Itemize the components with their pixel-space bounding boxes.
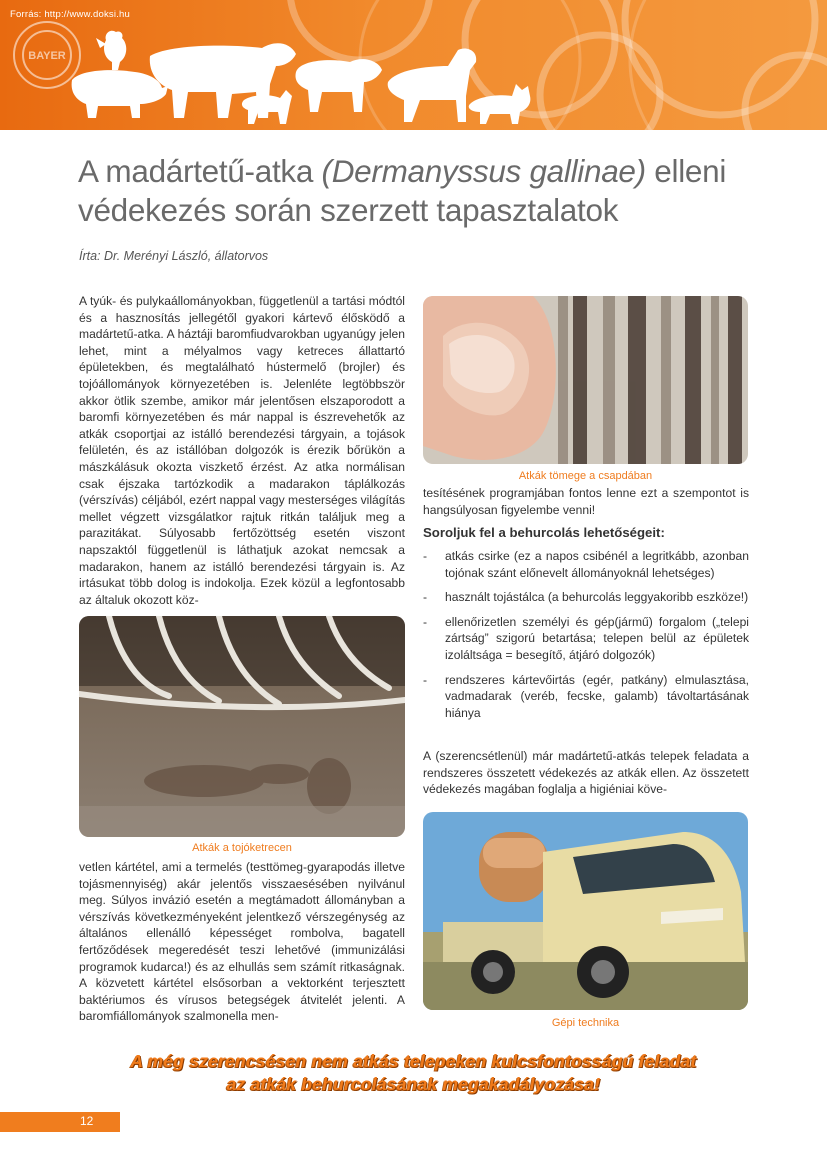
author-line: Írta: Dr. Merényi László, állatorvos bbox=[79, 249, 269, 263]
list-item: - ellenőrizetlen személyi és gép(jármű) forgalom („telepi zártság” szigorú betartása; telepen belül az épületek izoláltsága = besegítő, átjáró dolgozók) bbox=[423, 614, 749, 664]
article-title bbox=[78, 152, 758, 230]
caption-photo-cage: Atkák a tojóketrecen bbox=[192, 842, 292, 854]
list-item: - használt tojástálca (a behurcolás leggyakoribb eszköze!) bbox=[423, 589, 749, 606]
introduction-routes-list bbox=[423, 548, 749, 729]
highlight-callout bbox=[80, 1050, 747, 1096]
column2-paragraph2: A (szerencsétlenül) már madártetű-atkás telepek feladata a rendszeres összetett védekezés az atkák ellen. Az összetett védekezés magában foglalja a higiéniai köve- bbox=[423, 749, 749, 797]
source-note: Forrás: http://www.doksi.hu bbox=[10, 9, 130, 20]
title-part2: elleni védekezés során szerzett tapasztalatok bbox=[78, 153, 727, 228]
bayer-logo-text: BAYER bbox=[28, 50, 66, 62]
column1-paragraph1: A tyúk- és pulykaállományokban, függetlenül a tartási módtól és a hasznosítás jellegétől gyakori kártevő élősködő a madártetű-atka. A háztáji baromfiudvarokban ugyanúgy jelen lehet, mint a mélyalmos vagy ketreces állattartó épületekben, és megtalálható hústermelő (brojler) és tojóállományok környezetében is. Jelenléte legtöbbször akkor ötlik szembe, amikor már jelentősen elszaporodott a baromfi környezetében és már nappal is észrevehetők az atkák csoportjai az istálló berendezési tárgyain, a tojások felületén, és az istállóban dolgozók is érezik bőrükön a mászkálásuk okozta viszkető érzést. Az atka normálisan csak éjszaka tartózkodik a madarakon táplálkozás (vérszívás) céljából, ezért nappal vagy mesterséges világítás mellet végzett vizsgálatkor rajtuk ritkán találjuk meg a parazitákat. Súlyosabb fertőzöttség esetén viszont napszaktól függetlenül is láthatjuk azokat nemcsak a madarakon, hanem az istálló berendezési tárgyain is. Az irtásukat több dolog is indokolja. Ezek közül a legfontosabb az általuk okozott köz- bbox=[79, 294, 406, 607]
photo-machine-equipment bbox=[423, 812, 748, 1010]
title-part1: A madártetű-atka bbox=[78, 153, 322, 189]
list-item: - rendszeres kártevőirtás (egér, patkány) elmulasztása, vadmadarak (veréb, fecske, galamb) távoltartásának hiánya bbox=[423, 672, 749, 722]
column2-paragraph1: tesítésének programjában fontos lenne ezt a szempontot is hangsúlyosan figyelembe venni! bbox=[423, 486, 749, 517]
caption-photo-trap: Atkák tömege a csapdában bbox=[518, 470, 653, 482]
column1-paragraph2: vetlen kártétel, ami a termelés (testtömeg-gyarapodás illetve tojásmennyiség) akár jelentős visszaesésében nyilvánul meg. Súlyos invázió esetén a megtámadott állományban a vérszívás következményeként jelentkező vérszegénység az általános ellenálló képességet rombolva, bagatell fertőződések megeredését teszi lehetővé (immunizálási programok kudarca!) és az elhullás sem számít ritkaságnak. A közvetett kártétel elsősorban a vektorként terjesztett baktériumos és vírusos betegségek átvitelét jelenti. A baromfiállományok szalmonella men- bbox=[79, 860, 405, 1024]
callout-line2: az atkák behurcolásának megakadályozása! bbox=[226, 1074, 601, 1094]
page-number-bar bbox=[0, 1112, 120, 1132]
caption-photo-truck: Gépi technika bbox=[551, 1017, 620, 1029]
subheading-introduction-routes: Soroljuk fel a behurcolás lehetőségeit: bbox=[423, 525, 665, 540]
title-latin-name: (Dermanyssus gallinae) bbox=[321, 153, 646, 189]
list-item: - atkás csirke (ez a napos csibénél a legritkább, azonban tojónak szánt előnevelt állományoknál lehetséges) bbox=[423, 548, 749, 581]
page-number: 12 bbox=[80, 1114, 94, 1128]
photo-mites-on-cage bbox=[79, 616, 405, 837]
callout-line1: A még szerencsésen nem atkás telepeken kulcsfontosságú feladat bbox=[130, 1051, 697, 1071]
header-banner bbox=[0, 0, 827, 130]
photo-mites-in-trap bbox=[423, 296, 748, 464]
